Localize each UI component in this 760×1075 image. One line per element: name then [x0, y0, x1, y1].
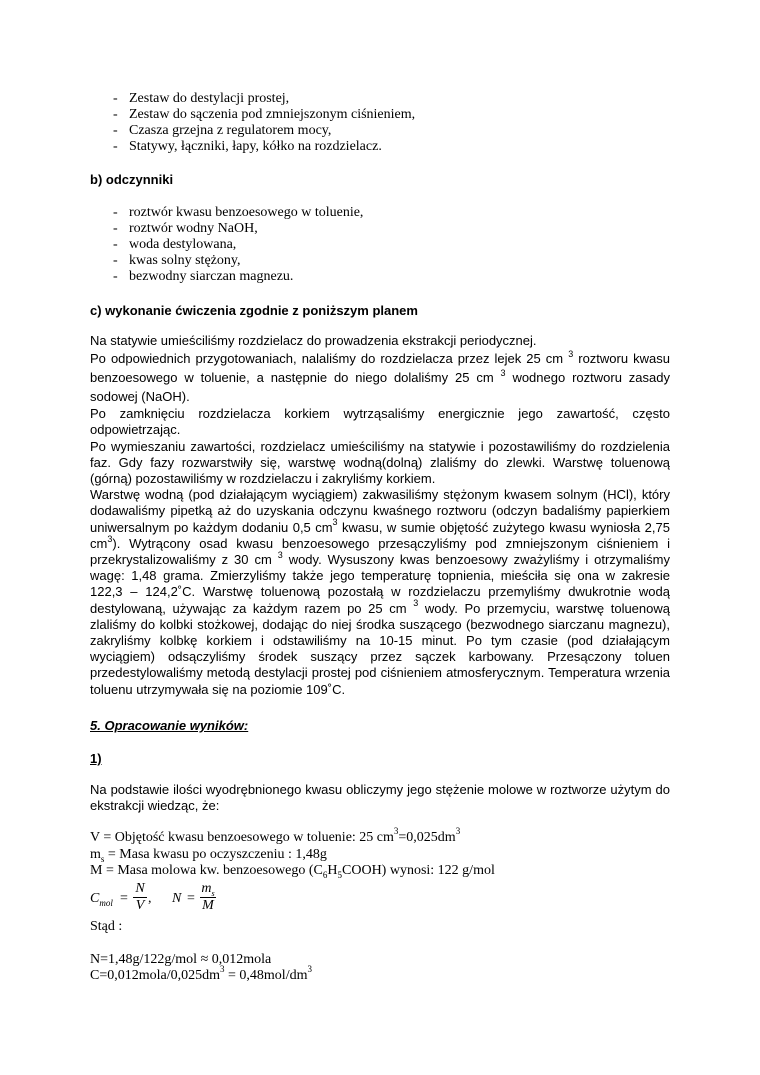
- superscript: 3: [568, 348, 574, 359]
- procedure-text-part: roztworu kwasu benzoesowego w toluenie, a następnie do niego dolaliśmy 25 cm: [90, 351, 670, 386]
- list-item-text: Zestaw do destylacji prostej,: [129, 91, 290, 106]
- subscript: 5: [337, 869, 343, 880]
- formula-equals: =: [187, 891, 195, 906]
- definition-text: COOH) wynosi: 122 g/mol: [342, 863, 495, 878]
- procedure-paragraph: [90, 349, 670, 406]
- procedure-text-part: Warstwę wodną (pod działającym wyciągiem) zakwasiliśmy stężonym kwasem solnym (HCl), który dodawaliśmy pipetką aż do uzyskania odczynu kwaśnego roztworu (odczyn badaliśmy papierkiem uniwersalnym po każdym dodaniu 0,5 cm: [90, 487, 670, 535]
- list-item-text: roztwór kwasu benzoesowego w toluenie,: [129, 205, 364, 220]
- definition-text: V = Objętość kwasu benzoesowego w toluenie: 25 cm: [90, 830, 394, 845]
- procedure-text-part: kwasu, w sumie objętość zużytego kwasu wyniosła 2,75 cm: [90, 519, 670, 551]
- fraction-numerator: N: [135, 881, 145, 896]
- formula-symbol: [90, 891, 113, 907]
- fraction-numerator: [200, 881, 216, 897]
- superscript: 3: [332, 517, 338, 528]
- bullet-dash: -: [113, 205, 118, 220]
- procedure-text-part: Po odpowiednich przygotowaniach, nalaliśmy do rozdzielacza przez lejek 25 cm: [90, 351, 564, 367]
- definition-text: m: [90, 847, 101, 862]
- bullet-dash: -: [113, 221, 118, 236]
- formula-subscript: s: [211, 888, 215, 898]
- calculation-text: = 0,48mol/dm: [224, 968, 308, 983]
- superscript: 3: [107, 533, 113, 544]
- molar-mass-definition: [90, 863, 495, 879]
- definition-text: M = Masa molowa kw. benzoesowego (C: [90, 863, 323, 878]
- procedure-paragraph: Po zamknięciu rozdzielacza korkiem wytrząsaliśmy energicznie jego zawartość, często odpowietrzając.: [90, 406, 670, 438]
- section-c-heading: c) wykonanie ćwiczenia zgodnie z poniższym planem: [90, 303, 418, 318]
- formula-c: C: [90, 891, 100, 906]
- bullet-dash: -: [113, 269, 118, 284]
- bullet-dash: -: [113, 237, 118, 252]
- procedure-text: [90, 333, 670, 698]
- bullet-dash: -: [113, 139, 118, 154]
- formula-fraction-msm: [200, 881, 216, 914]
- bullet-dash: -: [113, 107, 118, 122]
- fraction-denominator: M: [202, 898, 214, 913]
- section-5-heading: 5. Opracowanie wyników:: [90, 718, 249, 733]
- subscript: 6: [322, 869, 328, 880]
- formula-equals: =: [120, 891, 128, 906]
- list-item-text: bezwodny siarczan magnezu.: [129, 269, 294, 284]
- formula-fraction-nv: [133, 881, 147, 914]
- procedure-text-part: wody. Wysuszony kwas benzoesowy zważyliśmy i otrzymaliśmy wagę: 1,48 grama. Zmierzyliśmy także jego temperaturę topnienia, mieściła się ona w zakresie 122,3 – 124,2˚C. Warstwę toluenową pozostałą w rozdzielaczu przemyliśmy dwukrotnie wodą destylowaną, używając za każdym razem po 25 cm: [90, 552, 670, 616]
- procedure-paragraph: [90, 487, 670, 698]
- superscript: 3: [413, 598, 419, 609]
- superscript: 3: [500, 367, 506, 378]
- bullet-dash: -: [113, 91, 118, 106]
- definition-text: H: [327, 863, 338, 878]
- results-intro: Na podstawie ilości wyodrębnionego kwasu obliczymy jego stężenie molowe w roztworze użytym do ekstrakcji wiedząc, że:: [90, 782, 670, 814]
- superscript: 3: [307, 964, 312, 975]
- procedure-text-part: ). Wytrącony osad kwasu benzoesowego przesączyliśmy pod zmniejszonym ciśnieniem i przekrystalizowaliśmy z 30 cm: [90, 535, 670, 568]
- calculation-text: C=0,012mola/0,025dm: [90, 968, 221, 983]
- formula-m: m: [201, 881, 212, 896]
- list-item-text: woda destylowana,: [129, 237, 237, 252]
- list-item-text: Czasza grzejna z regulatorem mocy,: [129, 123, 332, 138]
- definition-text: =0,025dm: [398, 830, 456, 845]
- stad-label: Stąd :: [90, 919, 123, 934]
- list-item-text: Statywy, łączniki, łapy, kółko na rozdzielacz.: [129, 139, 382, 154]
- formula-n: N: [172, 891, 182, 906]
- calculation-n: N=1,48g/122g/mol ≈ 0,012mola: [90, 952, 272, 967]
- definition-text: = Masa kwasu po oczyszczeniu : 1,48g: [104, 847, 327, 862]
- procedure-text-part: wody. Po przemyciu, warstwę toluenową zlaliśmy do kolbki stożkowej, dodając do niej środka suszącego (bezwodnego siarczanu magnezu), zakryliśmy kolbkę korkiem i odstawiliśmy na 10-15 minut. Po tym czasie (pod działającym wyciągiem) odsączyliśmy środek suszący przez sączek karbowany. Przesączony toluen przedestylowaliśmy metodą destylacji prostej pod ciśnieniem atmosferycznym. Temperatura wrzenia toluenu utrzymywała się na poziomie 109˚C.: [90, 600, 670, 697]
- fraction-denominator: V: [135, 898, 145, 913]
- calculation-c: [90, 964, 312, 984]
- procedure-paragraph: Na statywie umieściliśmy rozdzielacz do prowadzenia ekstrakcji periodycznej.: [90, 333, 537, 348]
- superscript: 3: [277, 549, 283, 560]
- list-item-text: kwas solny stężony,: [129, 253, 241, 268]
- procedure-paragraph: Po wymieszaniu zawartości, rozdzielacz umieściliśmy na statywie i pozostawiliśmy do rozdzielenia faz. Gdy fazy rozwarstwiły się, warstwę wodną(dolną) zlaliśmy do zlewki. Warstwę toluenową (górną) pozostawiliśmy w rozdzielaczu i zakryliśmy korkiem.: [90, 438, 670, 487]
- superscript: 3: [220, 964, 225, 975]
- volume-definition: [90, 826, 461, 846]
- subsection-1-label: 1): [90, 751, 102, 766]
- superscript: 3: [455, 826, 461, 837]
- formula-comma: ,: [148, 891, 152, 906]
- section-b-heading: b) odczynniki: [90, 172, 174, 187]
- mass-definition: [90, 847, 327, 863]
- superscript: 3: [393, 826, 399, 837]
- bullet-dash: -: [113, 253, 118, 268]
- procedure-text-part: wodnego roztworu zasady sodowej (NaOH).: [90, 370, 670, 405]
- formula-subscript: mol: [99, 897, 113, 908]
- list-item-text: roztwór wodny NaOH,: [129, 221, 258, 236]
- list-item-text: Zestaw do sączenia pod zmniejszonym ciśnieniem,: [129, 107, 416, 122]
- bullet-dash: -: [113, 123, 118, 138]
- subscript: s: [100, 853, 105, 864]
